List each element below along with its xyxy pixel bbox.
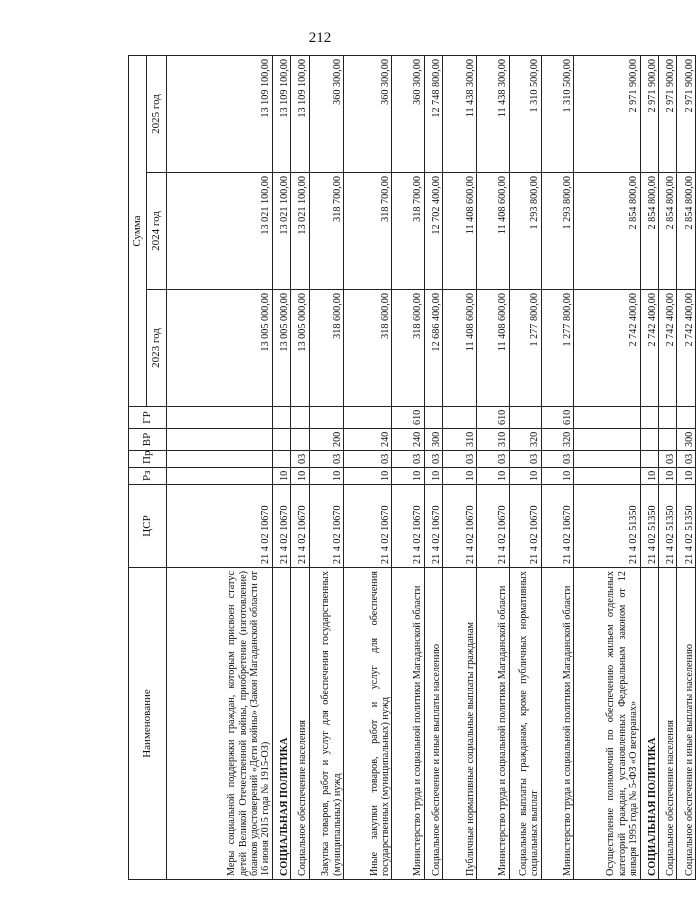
row-csr-cell: 21 4 02 10670 bbox=[291, 485, 309, 568]
row-amount-2023: 13 005 000,00 bbox=[291, 290, 309, 407]
row-name-cell: Министерство труда и социальной политики Магаданской области bbox=[541, 568, 573, 880]
header-year-2023: 2023 год bbox=[147, 290, 167, 407]
row-name-cell: Публичные нормативные социальные выплаты гражданам bbox=[442, 568, 477, 880]
row-csr-cell: 21 4 02 51350 bbox=[640, 485, 658, 568]
row-amount-2024: 318 700,00 bbox=[309, 173, 344, 290]
row-rz-cell: 10 bbox=[659, 468, 677, 485]
row-rz-cell bbox=[574, 468, 641, 485]
table-row bbox=[424, 56, 442, 880]
row-gr-cell bbox=[272, 407, 290, 429]
row-amount-2025: 360 300,00 bbox=[309, 56, 344, 173]
row-amount-2025: 2 971 900,00 bbox=[659, 56, 677, 173]
row-vr-cell: 240 bbox=[392, 429, 424, 451]
row-gr-cell bbox=[659, 407, 677, 429]
row-name-cell: Министерство труда и социальной политики Магаданской области bbox=[392, 568, 424, 880]
table-row bbox=[442, 56, 477, 880]
row-vr-cell bbox=[167, 429, 273, 451]
row-gr-cell: 610 bbox=[477, 407, 509, 429]
row-vr-cell: 200 bbox=[309, 429, 344, 451]
row-pr-cell bbox=[640, 451, 658, 468]
row-csr-cell: 21 4 02 10670 bbox=[309, 485, 344, 568]
row-amount-2023: 11 408 600,00 bbox=[442, 290, 477, 407]
row-rz-cell: 10 bbox=[442, 468, 477, 485]
row-name-cell: Социальное обеспечение и иные выплаты населению bbox=[677, 568, 696, 880]
row-pr-cell: 03 bbox=[392, 451, 424, 468]
row-name-cell: Социальное обеспечение населения bbox=[291, 568, 309, 880]
row-amount-2023: 12 686 400,00 bbox=[424, 290, 442, 407]
table-header bbox=[129, 56, 167, 880]
row-name-cell: Закупка товаров, работ и услуг для обеспечения государственных (муниципальных) нужд bbox=[309, 568, 344, 880]
row-amount-2023: 2 742 400,00 bbox=[677, 290, 696, 407]
header-gr: ГР bbox=[129, 407, 167, 429]
row-amount-2025: 2 971 900,00 bbox=[574, 56, 641, 173]
row-csr-cell: 21 4 02 10670 bbox=[477, 485, 509, 568]
header-year-2024: 2024 год bbox=[147, 173, 167, 290]
row-name-cell: Меры социальной поддержки граждан, которым присвоен статус детей Великой Отечественной войны, приобретение (изготовление) бланков удостоверений «Дети войны» (Закон Магаданской области от 16 июня 2015 года № 1915-ОЗ) bbox=[167, 568, 273, 880]
table-row bbox=[392, 56, 424, 880]
row-amount-2023: 1 277 800,00 bbox=[541, 290, 573, 407]
row-gr-cell bbox=[167, 407, 273, 429]
row-vr-cell: 300 bbox=[677, 429, 696, 451]
row-rz-cell: 10 bbox=[344, 468, 392, 485]
row-csr-cell: 21 4 02 10670 bbox=[167, 485, 273, 568]
rotated-page-content bbox=[128, 55, 696, 880]
row-amount-2024: 2 854 800,00 bbox=[677, 173, 696, 290]
row-amount-2024: 2 854 800,00 bbox=[574, 173, 641, 290]
row-amount-2023: 2 742 400,00 bbox=[640, 290, 658, 407]
row-csr-cell: 21 4 02 10670 bbox=[272, 485, 290, 568]
row-gr-cell bbox=[640, 407, 658, 429]
row-pr-cell: 03 bbox=[309, 451, 344, 468]
row-amount-2023: 318 600,00 bbox=[309, 290, 344, 407]
row-name-cell: Иные закупки товаров, работ и услуг для обеспечения государственных (муниципальных) нужд bbox=[344, 568, 392, 880]
row-rz-cell: 10 bbox=[477, 468, 509, 485]
row-rz-cell: 10 bbox=[272, 468, 290, 485]
row-csr-cell: 21 4 02 10670 bbox=[424, 485, 442, 568]
row-amount-2024: 318 700,00 bbox=[344, 173, 392, 290]
row-amount-2025: 360 300,00 bbox=[344, 56, 392, 173]
row-gr-cell bbox=[309, 407, 344, 429]
row-amount-2025: 11 438 300,00 bbox=[442, 56, 477, 173]
row-amount-2023: 318 600,00 bbox=[392, 290, 424, 407]
row-rz-cell: 10 bbox=[392, 468, 424, 485]
table-body bbox=[167, 56, 696, 880]
row-csr-cell: 21 4 02 51350 bbox=[677, 485, 696, 568]
row-amount-2024: 2 854 800,00 bbox=[659, 173, 677, 290]
row-name-cell: Социальные выплаты гражданам, кроме публичных нормативных социальных выплат bbox=[509, 568, 541, 880]
row-amount-2025: 360 300,00 bbox=[392, 56, 424, 173]
row-gr-cell bbox=[424, 407, 442, 429]
table-row bbox=[509, 56, 541, 880]
table-row bbox=[309, 56, 344, 880]
row-gr-cell: 610 bbox=[541, 407, 573, 429]
row-pr-cell: 03 bbox=[541, 451, 573, 468]
row-amount-2023: 2 742 400,00 bbox=[574, 290, 641, 407]
table-row bbox=[640, 56, 658, 880]
row-csr-cell: 21 4 02 10670 bbox=[344, 485, 392, 568]
row-pr-cell: 03 bbox=[659, 451, 677, 468]
header-sum: Сумма bbox=[129, 56, 147, 407]
row-amount-2024: 11 408 600,00 bbox=[477, 173, 509, 290]
budget-table bbox=[128, 55, 696, 880]
row-amount-2025: 1 310 500,00 bbox=[509, 56, 541, 173]
row-gr-cell bbox=[574, 407, 641, 429]
header-pr: Пр bbox=[129, 451, 167, 468]
row-amount-2023: 13 005 000,00 bbox=[272, 290, 290, 407]
row-name-cell: Социальное обеспечение населения bbox=[659, 568, 677, 880]
header-vr: ВР bbox=[129, 429, 167, 451]
row-csr-cell: 21 4 02 10670 bbox=[442, 485, 477, 568]
table-row bbox=[659, 56, 677, 880]
table-row bbox=[541, 56, 573, 880]
row-amount-2025: 1 310 500,00 bbox=[541, 56, 573, 173]
row-gr-cell bbox=[442, 407, 477, 429]
row-amount-2023: 2 742 400,00 bbox=[659, 290, 677, 407]
row-gr-cell bbox=[677, 407, 696, 429]
row-vr-cell: 240 bbox=[344, 429, 392, 451]
row-pr-cell bbox=[574, 451, 641, 468]
row-amount-2025: 13 109 100,00 bbox=[167, 56, 273, 173]
row-name-cell: Социальное обеспечение и иные выплаты населению bbox=[424, 568, 442, 880]
row-name-cell: Осуществление полномочий по обеспечению жильем отдельных категорий граждан, установленных Федеральным законом от 12 января 1995 года № 5-ФЗ «О ветеранах» bbox=[574, 568, 641, 880]
row-rz-cell bbox=[167, 468, 273, 485]
row-rz-cell: 10 bbox=[640, 468, 658, 485]
row-pr-cell: 03 bbox=[677, 451, 696, 468]
row-amount-2025: 12 748 800,00 bbox=[424, 56, 442, 173]
table-row bbox=[344, 56, 392, 880]
header-name: Наименование bbox=[129, 568, 167, 880]
row-amount-2025: 13 109 100,00 bbox=[272, 56, 290, 173]
row-rz-cell: 10 bbox=[291, 468, 309, 485]
row-name-cell: СОЦИАЛЬНАЯ ПОЛИТИКА bbox=[640, 568, 658, 880]
row-amount-2024: 318 700,00 bbox=[392, 173, 424, 290]
table-row bbox=[291, 56, 309, 880]
row-pr-cell: 03 bbox=[442, 451, 477, 468]
row-gr-cell bbox=[344, 407, 392, 429]
row-csr-cell: 21 4 02 10670 bbox=[541, 485, 573, 568]
table-row bbox=[167, 56, 273, 880]
row-rz-cell: 10 bbox=[541, 468, 573, 485]
row-rz-cell: 10 bbox=[677, 468, 696, 485]
row-amount-2023: 1 277 800,00 bbox=[509, 290, 541, 407]
row-amount-2025: 2 971 900,00 bbox=[640, 56, 658, 173]
row-vr-cell bbox=[640, 429, 658, 451]
row-name-cell: СОЦИАЛЬНАЯ ПОЛИТИКА bbox=[272, 568, 290, 880]
row-amount-2024: 11 408 600,00 bbox=[442, 173, 477, 290]
row-vr-cell bbox=[574, 429, 641, 451]
row-vr-cell: 310 bbox=[477, 429, 509, 451]
row-gr-cell: 610 bbox=[392, 407, 424, 429]
row-vr-cell: 300 bbox=[424, 429, 442, 451]
row-gr-cell bbox=[291, 407, 309, 429]
row-pr-cell: 03 bbox=[509, 451, 541, 468]
row-csr-cell: 21 4 02 51350 bbox=[659, 485, 677, 568]
table-row bbox=[272, 56, 290, 880]
row-pr-cell: 03 bbox=[344, 451, 392, 468]
row-amount-2024: 13 021 100,00 bbox=[291, 173, 309, 290]
row-rz-cell: 10 bbox=[509, 468, 541, 485]
row-pr-cell bbox=[272, 451, 290, 468]
row-amount-2024: 13 021 100,00 bbox=[167, 173, 273, 290]
row-vr-cell: 310 bbox=[442, 429, 477, 451]
row-amount-2024: 13 021 100,00 bbox=[272, 173, 290, 290]
row-amount-2023: 11 408 600,00 bbox=[477, 290, 509, 407]
row-amount-2024: 1 293 800,00 bbox=[541, 173, 573, 290]
header-csr: ЦСР bbox=[129, 485, 167, 568]
row-rz-cell: 10 bbox=[309, 468, 344, 485]
row-amount-2024: 1 293 800,00 bbox=[509, 173, 541, 290]
header-year-2025: 2025 год bbox=[147, 56, 167, 173]
row-rz-cell: 10 bbox=[424, 468, 442, 485]
row-vr-cell: 320 bbox=[509, 429, 541, 451]
row-pr-cell: 03 bbox=[424, 451, 442, 468]
row-vr-cell bbox=[659, 429, 677, 451]
table-row bbox=[677, 56, 696, 880]
row-pr-cell: 03 bbox=[291, 451, 309, 468]
row-pr-cell: 03 bbox=[477, 451, 509, 468]
row-amount-2025: 2 971 900,00 bbox=[677, 56, 696, 173]
row-vr-cell bbox=[291, 429, 309, 451]
row-vr-cell bbox=[272, 429, 290, 451]
table-row bbox=[477, 56, 509, 880]
row-pr-cell bbox=[167, 451, 273, 468]
row-vr-cell: 320 bbox=[541, 429, 573, 451]
row-amount-2025: 11 438 300,00 bbox=[477, 56, 509, 173]
row-name-cell: Министерство труда и социальной политики Магаданской области bbox=[477, 568, 509, 880]
page-number: 212 bbox=[308, 30, 332, 46]
row-csr-cell: 21 4 02 51350 bbox=[574, 485, 641, 568]
row-csr-cell: 21 4 02 10670 bbox=[392, 485, 424, 568]
row-amount-2023: 13 005 000,00 bbox=[167, 290, 273, 407]
header-rz: Рз bbox=[129, 468, 167, 485]
table-row bbox=[574, 56, 641, 880]
row-amount-2024: 12 702 400,00 bbox=[424, 173, 442, 290]
row-amount-2025: 13 109 100,00 bbox=[291, 56, 309, 173]
row-amount-2023: 318 600,00 bbox=[344, 290, 392, 407]
row-csr-cell: 21 4 02 10670 bbox=[509, 485, 541, 568]
row-amount-2024: 2 854 800,00 bbox=[640, 173, 658, 290]
row-gr-cell bbox=[509, 407, 541, 429]
